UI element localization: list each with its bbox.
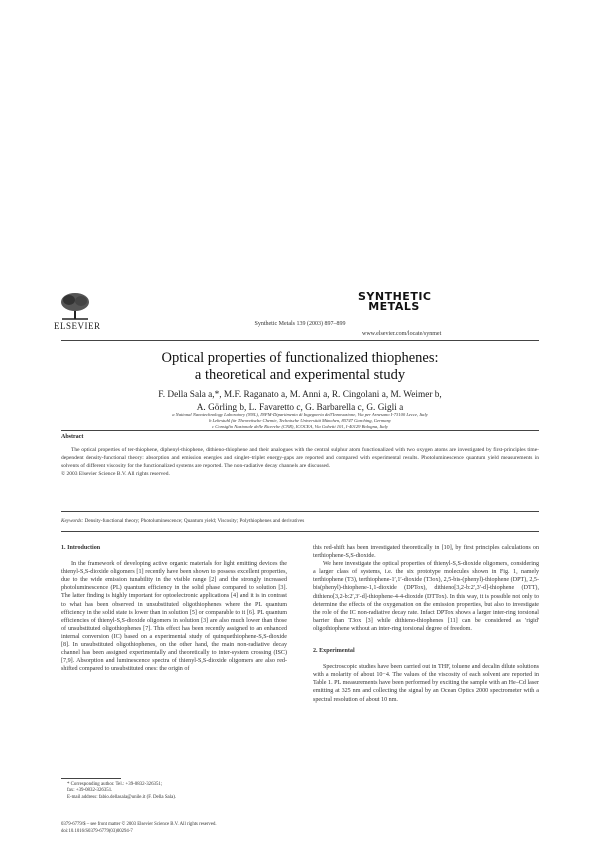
publisher-name: ELSEVIER: [54, 321, 101, 331]
section-introduction-heading: 1. Introduction: [61, 545, 101, 551]
authors-line-1: F. Della Sala a,*, M.F. Raganato a, M. Anni a, R. Cingolani a, M. Weimer b,: [158, 390, 442, 400]
elsevier-tree-logo: [58, 292, 92, 320]
footnote-fax: fax: +39-0832-326351.: [67, 788, 113, 794]
footer-issn: 0379-6779/$ – see front matter © 2003 Elsevier Science B.V. All rights reserved.: [61, 822, 217, 827]
journal-reference: Synthetic Metals 139 (2003) 897–899: [254, 321, 346, 327]
abstract-rule: [61, 430, 539, 431]
abstract-text: The optical properties of ter-thiophene, diphenyl-thiophene, dithieno-thiophene and their analogues with the central sulphur atom functionalized with two oxygen atoms are investigated by first-principles time-dependent density-functional theory: absorption and emission energies and singlet–triplet energy-gaps are reported and compared with experimental results. Photoluminescence quantum yield measurements in solvents of different viscosity for the functionalized systems are reported. The non-radiative decay channels are discussed.: [61, 447, 539, 470]
section-experimental-heading: 2. Experimental: [313, 648, 355, 655]
title-line-2: a theoretical and experimental study: [194, 367, 406, 383]
article-title: [0, 350, 600, 384]
affiliation-b: b Lehrstuhl für Theoretische Chemie, Technische Universität München, 85747 Garching, Germany: [209, 418, 391, 423]
keywords-label: Keywords:: [61, 518, 84, 524]
experimental-paragraph: Spectroscopic studies have been carried out in THF, toluene and decalin dilute solutions with a molarity of about 10−4. The values of the viscosity of each solvent are reported in Table 1. PL measurements have been performed by exciting the sample with an He–Cd laser emitting at 325 nm and collecting the signal by an Ocean Optics 2000 spectrometer with a spectral resolution of about 10 nm.: [313, 664, 539, 703]
footnotes: [61, 782, 287, 801]
journal-logo-top: SYNTHETIC: [358, 290, 432, 303]
title-line-1: Optical properties of functionalized thiophenes:: [161, 350, 439, 366]
authors-line-2: A. Görling b, L. Favaretto c, G. Barbarella c, G. Gigli a: [196, 402, 404, 413]
right-column: [313, 544, 539, 704]
journal-logo-bottom: METALS: [368, 300, 420, 313]
abstract-bottom-rule: [61, 511, 539, 512]
author-list: [0, 389, 600, 414]
keywords-list: Density-functional theory; Photoluminescence; Quantum yield; Viscosity; Polythiophenes and derivatives: [84, 518, 305, 524]
page-footer: [61, 822, 217, 835]
footnote-email: E-mail address: fabio.dellasala@unile.it (F. Della Sala).: [67, 794, 177, 800]
left-column: [61, 544, 287, 673]
affiliation-c: c Consiglio Nazionale delle Ricerche (CNR), ICOCEA, Via Gobetti 101, I-40129 Bologna, Italy: [212, 424, 388, 429]
right-paragraph-2: We here investigate the optical properties of thienyl-S,S-dioxide oligomers, considering a larger class of systems, i.e. the six prototype molecules shown in Fig. 1, namely terthiophene (T3), terthiophene-1′,1′-dioxide (T3ox), 2,5-bis-(phenyl)-thiophene (DPT), 2,5-bis(phenyl)-thiophene-1,1-dioxide (DPTox), dithieno[3,2-b:2′,3′-d]-thiophene (DTT), dithieno[3,2-b:2′,3′-d]-thiophene-4-4-dioxide (DTTox). In this way, it is possible not only to determine the effects of the oxygenation on the emission properties, but also to investigate the role of the IC non-radiative decay rate. Infact DPTox shows a larger inter-ring torsional barrier than T3ox [3] while dithieno-thiophenes [11] can be considered as 'rigid' oligothiophene without an inter-ring torsional degree of freedom.: [313, 561, 539, 632]
footer-doi: doi:10.1016/S0379-6779(03)00294-7: [61, 828, 133, 834]
abstract-heading: Abstract: [61, 434, 84, 440]
abstract-body: [61, 446, 539, 478]
header-rule: [61, 340, 539, 341]
keywords: [61, 518, 539, 524]
footnote-corresponding: * Corresponding author. Tel.: +39-0832-326351;: [67, 782, 163, 787]
journal-logo: [358, 292, 430, 312]
keywords-rule: [61, 531, 539, 532]
journal-url[interactable]: www.elsevier.com/locate/synmet: [362, 331, 442, 337]
copyright: © 2003 Elsevier Science B.V. All rights reserved.: [61, 471, 170, 478]
affiliation-a: a National Nanotechnology Laboratory (NNL), INFM-Dipartimento di Ingegneria dell'Innovazione, Via per Arnesano I-73100 Lecce, Italy: [172, 412, 428, 417]
right-paragraph-1: this red-shift has been investigated theoretically in [10], by first principles calculations on terthiophene-S,S-dioxide.: [313, 545, 539, 560]
footnote-rule: [61, 778, 121, 779]
introduction-paragraph: In the framework of developing active organic materials for light emitting devices the thienyl-S,S-dioxide oligomers [1] recently have been shown to possess excellent properties, due to the wide emission tunability in the visible range [2] and the strongly increased photoluminescence (PL) quantum efficiency in the solid phase compared to solution [3]. The latter finding is highly important for optoelectronic applications [4] and it is in contrast to what has been observed in unsubstituted oligothiophenes where the PL quantum efficiency in the solid state is lower than in solution [5] or comparable to it [6]. PL quantum efficiencies of thienyl-S,S-dioxide oligomers in solution [3] are also much lower than those of unsubstituted oligothiophenes [7]. This effect has been recently assigned to an enhanced internal conversion (IC) based on a experimental study of quinquethiophene-S,S-dioxide [8]. In unsubstituted oligothiophenes, on the other hand, the main non-radiative decay channel has been assigned experimentally and theoretically to inter-system crossing (ISC) [7,9]. Absorption and luminescence spectra of thienyl-S,S-dioxide oligomers are also red-shifted compared to unsubstituted ones: the origin of: [61, 561, 287, 673]
